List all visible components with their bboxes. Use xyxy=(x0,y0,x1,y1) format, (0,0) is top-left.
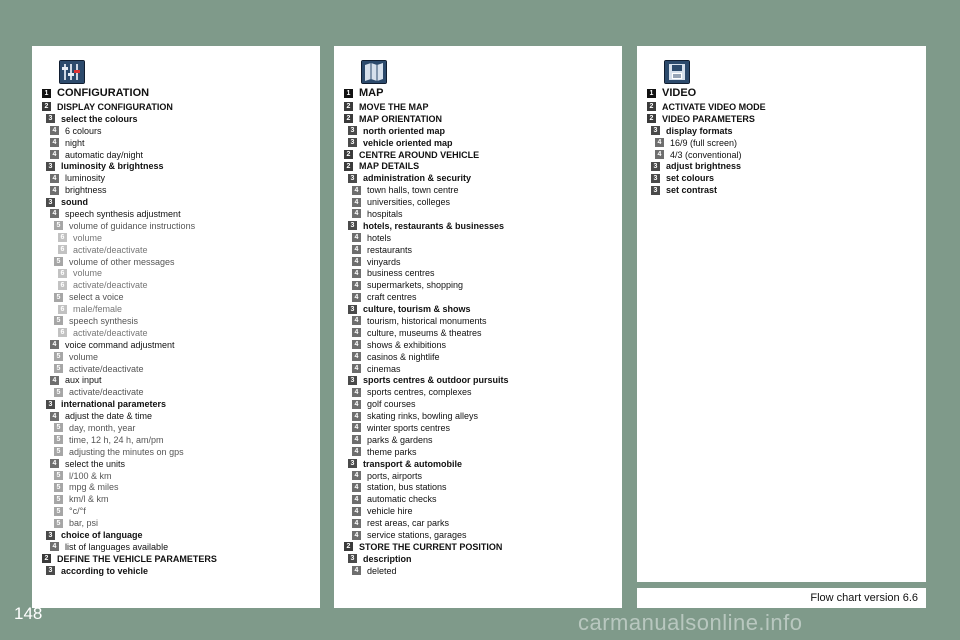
config-entry-level-5 xyxy=(42,446,316,458)
map-column xyxy=(334,46,622,608)
video-entry-level-4 xyxy=(647,137,922,149)
map-icon xyxy=(361,60,387,84)
level-badge: 4 xyxy=(352,257,361,266)
level-badge: 4 xyxy=(50,209,59,218)
config-entry-level-5 xyxy=(42,470,316,482)
entry-label: choice of language xyxy=(61,530,143,540)
level-badge: 4 xyxy=(50,340,59,349)
map-entry-level-3 xyxy=(344,374,618,386)
entry-label: north oriented map xyxy=(363,125,446,136)
entry-label: voice command adjustment xyxy=(65,339,175,350)
entry-label: business centres xyxy=(367,268,435,279)
config-entry-level-4 xyxy=(42,208,316,220)
entry-label: volume xyxy=(73,232,103,243)
level-badge: 4 xyxy=(352,281,361,290)
entry-label: MAP xyxy=(359,87,384,99)
config-entry-level-4 xyxy=(42,374,316,386)
level-badge: 4 xyxy=(352,435,361,444)
map-entry-level-4 xyxy=(344,410,618,422)
entry-label: male/female xyxy=(73,304,123,315)
entry-label: set contrast xyxy=(666,185,718,196)
map-entry-level-3 xyxy=(344,303,618,315)
entry-label: craft centres xyxy=(367,292,417,303)
level-badge: 4 xyxy=(50,542,59,551)
level-badge: 5 xyxy=(54,221,63,230)
entry-label: station, bus stations xyxy=(367,482,447,493)
entry-label: supermarkets, shopping xyxy=(367,280,464,291)
map-entry-level-4 xyxy=(344,351,618,363)
level-badge: 4 xyxy=(352,198,361,207)
level-badge: 4 xyxy=(352,483,361,492)
video-entry-level-3 xyxy=(647,125,922,137)
map-entry-level-4 xyxy=(344,517,618,529)
video-entry-level-1 xyxy=(647,86,922,100)
level-badge: 1 xyxy=(344,89,353,98)
entry-label: description xyxy=(363,553,412,564)
level-badge: 2 xyxy=(344,162,353,171)
entry-label: cinemas xyxy=(367,363,401,374)
level-badge: 2 xyxy=(344,102,353,111)
entry-label: speech synthesis adjustment xyxy=(65,208,181,219)
entry-label: DISPLAY CONFIGURATION xyxy=(57,101,173,112)
config-entry-level-4 xyxy=(42,410,316,422)
entry-label: activate/deactivate xyxy=(73,280,148,291)
entry-label: international parameters xyxy=(61,399,167,410)
map-entry-level-4 xyxy=(344,327,618,339)
config-entry-level-3 xyxy=(42,196,316,208)
entry-label: rest areas, car parks xyxy=(367,518,450,529)
entry-label: day, month, year xyxy=(69,422,136,433)
entry-label: MAP DETAILS xyxy=(359,161,420,172)
entry-label: MAP ORIENTATION xyxy=(359,113,442,124)
level-badge: 4 xyxy=(352,328,361,337)
level-badge: 2 xyxy=(42,102,51,111)
map-entry-level-3 xyxy=(344,172,618,184)
entry-label: parks & gardens xyxy=(367,434,433,445)
config-entry-level-4 xyxy=(42,172,316,184)
config-entry-level-3 xyxy=(42,565,316,577)
level-badge: 3 xyxy=(46,566,55,575)
level-badge: 3 xyxy=(651,174,660,183)
level-badge: 1 xyxy=(42,89,51,98)
entry-label: VIDEO xyxy=(662,87,697,99)
entry-label: l/100 & km xyxy=(69,470,112,481)
level-badge: 4 xyxy=(50,376,59,385)
entry-label: mpg & miles xyxy=(69,482,119,493)
map-entry-level-2 xyxy=(344,541,618,553)
map-entry-level-4 xyxy=(344,184,618,196)
entry-label: winter sports centres xyxy=(367,422,451,433)
config-entry-level-4 xyxy=(42,184,316,196)
entry-label: MOVE THE MAP xyxy=(359,101,429,112)
map-entry-level-4 xyxy=(344,232,618,244)
level-badge: 4 xyxy=(352,400,361,409)
video-icon xyxy=(664,60,690,84)
level-badge: 3 xyxy=(348,138,357,147)
level-badge: 2 xyxy=(344,114,353,123)
level-badge: 4 xyxy=(352,352,361,361)
video-column xyxy=(637,46,926,582)
level-badge: 5 xyxy=(54,447,63,456)
watermark-text: carmanualsonline.info xyxy=(578,610,803,635)
map-entry-level-3 xyxy=(344,137,618,149)
level-badge: 4 xyxy=(352,507,361,516)
entry-label: km/l & km xyxy=(69,494,109,505)
video-entry-level-4 xyxy=(647,149,922,161)
configuration-entries xyxy=(42,86,316,577)
level-badge: 4 xyxy=(655,150,664,159)
map-entry-level-2 xyxy=(344,113,618,125)
config-entry-level-4 xyxy=(42,137,316,149)
level-badge: 4 xyxy=(352,364,361,373)
config-entry-level-5 xyxy=(42,256,316,268)
entry-label: VIDEO PARAMETERS xyxy=(662,113,755,124)
config-entry-level-6 xyxy=(42,327,316,339)
video-entry-level-2 xyxy=(647,101,922,113)
config-entry-level-4 xyxy=(42,458,316,470)
video-entry-level-3 xyxy=(647,160,922,172)
entry-label: luminosity xyxy=(65,173,106,184)
level-badge: 4 xyxy=(50,186,59,195)
map-entry-level-4 xyxy=(344,493,618,505)
level-badge: 6 xyxy=(58,328,67,337)
map-entry-level-4 xyxy=(344,339,618,351)
entry-label: restaurants xyxy=(367,244,413,255)
map-entry-level-2 xyxy=(344,101,618,113)
level-badge: 4 xyxy=(352,293,361,302)
level-badge: 4 xyxy=(352,269,361,278)
level-badge: 3 xyxy=(46,531,55,540)
entry-label: aux input xyxy=(65,375,102,386)
entry-label: ACTIVATE VIDEO MODE xyxy=(662,101,766,112)
map-entry-level-3 xyxy=(344,220,618,232)
config-entry-level-4 xyxy=(42,541,316,553)
config-entry-level-5 xyxy=(42,422,316,434)
entry-label: speech synthesis xyxy=(69,315,139,326)
map-entry-level-4 xyxy=(344,565,618,577)
entry-label: DEFINE THE VEHICLE PARAMETERS xyxy=(57,553,217,564)
level-badge: 4 xyxy=(352,423,361,432)
level-badge: 4 xyxy=(352,471,361,480)
level-badge: 5 xyxy=(54,423,63,432)
level-badge: 2 xyxy=(647,102,656,111)
config-entry-level-3 xyxy=(42,160,316,172)
entry-label: administration & security xyxy=(363,173,472,184)
entry-label: sports centres, complexes xyxy=(367,387,472,398)
entry-label: display formats xyxy=(666,125,733,136)
entry-label: vinyards xyxy=(367,256,401,267)
level-badge: 3 xyxy=(651,162,660,171)
map-entries xyxy=(344,86,618,577)
config-entry-level-6 xyxy=(42,267,316,279)
footer-version-label: Flow chart version 6.6 xyxy=(810,592,918,604)
config-entry-level-3 xyxy=(42,529,316,541)
level-badge: 5 xyxy=(54,257,63,266)
entry-label: volume xyxy=(69,351,99,362)
entry-label: adjusting the minutes on gps xyxy=(69,446,184,457)
level-badge: 4 xyxy=(352,233,361,242)
entry-label: shows & exhibitions xyxy=(367,339,447,350)
level-badge: 4 xyxy=(352,245,361,254)
level-badge: 2 xyxy=(344,150,353,159)
level-badge: 6 xyxy=(58,305,67,314)
level-badge: 5 xyxy=(54,364,63,373)
config-entry-level-6 xyxy=(42,279,316,291)
level-badge: 5 xyxy=(54,352,63,361)
entry-label: service stations, garages xyxy=(367,530,467,540)
level-badge: 4 xyxy=(352,412,361,421)
level-badge: 4 xyxy=(50,459,59,468)
level-badge: 3 xyxy=(348,376,357,385)
level-badge: 6 xyxy=(58,233,67,242)
map-entry-level-4 xyxy=(344,363,618,375)
config-entry-level-4 xyxy=(42,149,316,161)
level-badge: 6 xyxy=(58,269,67,278)
map-entry-level-4 xyxy=(344,386,618,398)
entry-label: sound xyxy=(61,197,88,208)
config-entry-level-6 xyxy=(42,244,316,256)
entry-label: hotels xyxy=(367,232,392,243)
level-badge: 4 xyxy=(352,186,361,195)
config-entry-level-2 xyxy=(42,101,316,113)
config-entry-level-5 xyxy=(42,386,316,398)
entry-label: night xyxy=(65,137,85,148)
level-badge: 3 xyxy=(46,198,55,207)
entry-label: bar, psi xyxy=(69,518,99,529)
entry-label: 16/9 (full screen) xyxy=(670,137,738,148)
config-entry-level-5 xyxy=(42,505,316,517)
config-entry-level-1 xyxy=(42,86,316,100)
level-badge: 5 xyxy=(54,519,63,528)
page-number: 148 xyxy=(14,604,43,623)
level-badge: 1 xyxy=(647,89,656,98)
level-badge: 2 xyxy=(344,542,353,551)
map-entry-level-3 xyxy=(344,458,618,470)
map-entry-level-2 xyxy=(344,149,618,161)
entry-label: golf courses xyxy=(367,399,416,410)
entry-label: ports, airports xyxy=(367,470,423,481)
map-entry-level-4 xyxy=(344,422,618,434)
video-entry-level-2 xyxy=(647,113,922,125)
level-badge: 4 xyxy=(352,495,361,504)
entry-label: volume of guidance instructions xyxy=(69,220,196,231)
config-entry-level-4 xyxy=(42,339,316,351)
entry-label: automatic day/night xyxy=(65,149,144,160)
map-entry-level-4 xyxy=(344,315,618,327)
config-entry-level-5 xyxy=(42,315,316,327)
entry-label: hotels, restaurants & businesses xyxy=(363,220,505,231)
entry-label: CONFIGURATION xyxy=(57,87,150,99)
level-badge: 5 xyxy=(54,507,63,516)
map-entry-level-4 xyxy=(344,291,618,303)
entry-label: according to vehicle xyxy=(61,565,149,576)
entry-label: culture, museums & theatres xyxy=(367,327,482,338)
entry-label: skating rinks, bowling alleys xyxy=(367,411,479,422)
entry-label: transport & automobile xyxy=(363,458,463,469)
level-badge: 3 xyxy=(348,554,357,563)
config-entry-level-5 xyxy=(42,220,316,232)
entry-label: culture, tourism & shows xyxy=(363,304,471,315)
map-entry-level-4 xyxy=(344,256,618,268)
map-entry-level-3 xyxy=(344,125,618,137)
map-entry-level-4 xyxy=(344,279,618,291)
entry-label: list of languages available xyxy=(65,541,169,552)
entry-label: vehicle oriented map xyxy=(363,137,453,148)
entry-label: activate/deactivate xyxy=(69,363,144,374)
level-badge: 4 xyxy=(352,519,361,528)
entry-label: casinos & nightlife xyxy=(367,351,440,362)
map-entry-level-4 xyxy=(344,398,618,410)
config-entry-level-5 xyxy=(42,351,316,363)
level-badge: 5 xyxy=(54,293,63,302)
level-badge: 4 xyxy=(352,209,361,218)
level-badge: 5 xyxy=(54,471,63,480)
level-badge: 4 xyxy=(352,531,361,540)
level-badge: 3 xyxy=(348,174,357,183)
level-badge: 4 xyxy=(50,138,59,147)
entry-label: activate/deactivate xyxy=(69,387,144,398)
map-entry-level-3 xyxy=(344,553,618,565)
level-badge: 4 xyxy=(352,447,361,456)
level-badge: 2 xyxy=(647,114,656,123)
map-entry-level-4 xyxy=(344,196,618,208)
level-badge: 5 xyxy=(54,388,63,397)
configuration-icon xyxy=(59,60,85,84)
map-entry-level-4 xyxy=(344,529,618,541)
entry-label: set colours xyxy=(666,173,715,184)
level-badge: 2 xyxy=(42,554,51,563)
level-badge: 3 xyxy=(46,114,55,123)
entry-label: activate/deactivate xyxy=(73,327,148,338)
entry-label: °c/°f xyxy=(69,506,86,517)
level-badge: 4 xyxy=(50,126,59,135)
level-badge: 3 xyxy=(46,400,55,409)
level-badge: 3 xyxy=(348,126,357,135)
config-entry-level-5 xyxy=(42,517,316,529)
entry-label: automatic checks xyxy=(367,494,437,505)
level-badge: 6 xyxy=(58,281,67,290)
entry-label: adjust the date & time xyxy=(65,411,153,422)
config-entry-level-4 xyxy=(42,125,316,137)
entry-label: luminosity & brightness xyxy=(61,161,164,172)
entry-label: tourism, historical monuments xyxy=(367,315,487,326)
level-badge: 5 xyxy=(54,316,63,325)
map-entry-level-4 xyxy=(344,434,618,446)
level-badge: 3 xyxy=(651,186,660,195)
level-badge: 4 xyxy=(50,174,59,183)
entry-label: time, 12 h, 24 h, am/pm xyxy=(69,434,164,445)
entry-label: universities, colleges xyxy=(367,197,451,208)
level-badge: 4 xyxy=(352,566,361,575)
entry-label: sports centres & outdoor pursuits xyxy=(363,375,509,386)
level-badge: 3 xyxy=(348,459,357,468)
entry-label: activate/deactivate xyxy=(73,244,148,255)
map-entry-level-4 xyxy=(344,208,618,220)
entry-label: CENTRE AROUND VEHICLE xyxy=(359,149,480,160)
level-badge: 4 xyxy=(352,316,361,325)
level-badge: 3 xyxy=(651,126,660,135)
level-badge: 5 xyxy=(54,495,63,504)
level-badge: 3 xyxy=(46,162,55,171)
entry-label: theme parks xyxy=(367,446,417,457)
entry-label: STORE THE CURRENT POSITION xyxy=(359,541,503,552)
level-badge: 4 xyxy=(50,412,59,421)
entry-label: select the colours xyxy=(61,113,138,124)
level-badge: 5 xyxy=(54,483,63,492)
map-entry-level-4 xyxy=(344,482,618,494)
level-badge: 4 xyxy=(352,340,361,349)
configuration-column xyxy=(32,46,320,608)
config-entry-level-5 xyxy=(42,434,316,446)
entry-label: 6 colours xyxy=(65,125,102,136)
entry-label: deleted xyxy=(367,565,397,576)
map-entry-level-4 xyxy=(344,446,618,458)
level-badge: 3 xyxy=(348,221,357,230)
entry-label: adjust brightness xyxy=(666,161,742,172)
config-entry-level-5 xyxy=(42,482,316,494)
config-entry-level-6 xyxy=(42,232,316,244)
config-entry-level-5 xyxy=(42,291,316,303)
level-badge: 5 xyxy=(54,435,63,444)
level-badge: 6 xyxy=(58,245,67,254)
level-badge: 3 xyxy=(348,305,357,314)
map-entry-level-4 xyxy=(344,470,618,482)
map-entry-level-4 xyxy=(344,267,618,279)
video-entry-level-3 xyxy=(647,184,922,196)
video-entry-level-3 xyxy=(647,172,922,184)
config-entry-level-3 xyxy=(42,113,316,125)
config-entry-level-2 xyxy=(42,553,316,565)
map-entry-level-4 xyxy=(344,505,618,517)
level-badge: 4 xyxy=(50,150,59,159)
config-entry-level-5 xyxy=(42,363,316,375)
map-entry-level-2 xyxy=(344,160,618,172)
entry-label: volume of other messages xyxy=(69,256,175,267)
entry-label: town halls, town centre xyxy=(367,185,459,196)
entry-label: select a voice xyxy=(69,292,124,303)
config-entry-level-5 xyxy=(42,493,316,505)
entry-label: brightness xyxy=(65,185,107,196)
entry-label: vehicle hire xyxy=(367,506,413,517)
map-entry-level-4 xyxy=(344,244,618,256)
map-entry-level-1 xyxy=(344,86,618,100)
config-entry-level-3 xyxy=(42,398,316,410)
entry-label: volume xyxy=(73,268,103,279)
config-entry-level-6 xyxy=(42,303,316,315)
level-badge: 4 xyxy=(655,138,664,147)
entry-label: select the units xyxy=(65,458,126,469)
level-badge: 4 xyxy=(352,388,361,397)
entry-label: hospitals xyxy=(367,208,403,219)
entry-label: 4/3 (conventional) xyxy=(670,149,742,160)
video-entries xyxy=(647,86,922,196)
footer-box xyxy=(637,588,926,608)
